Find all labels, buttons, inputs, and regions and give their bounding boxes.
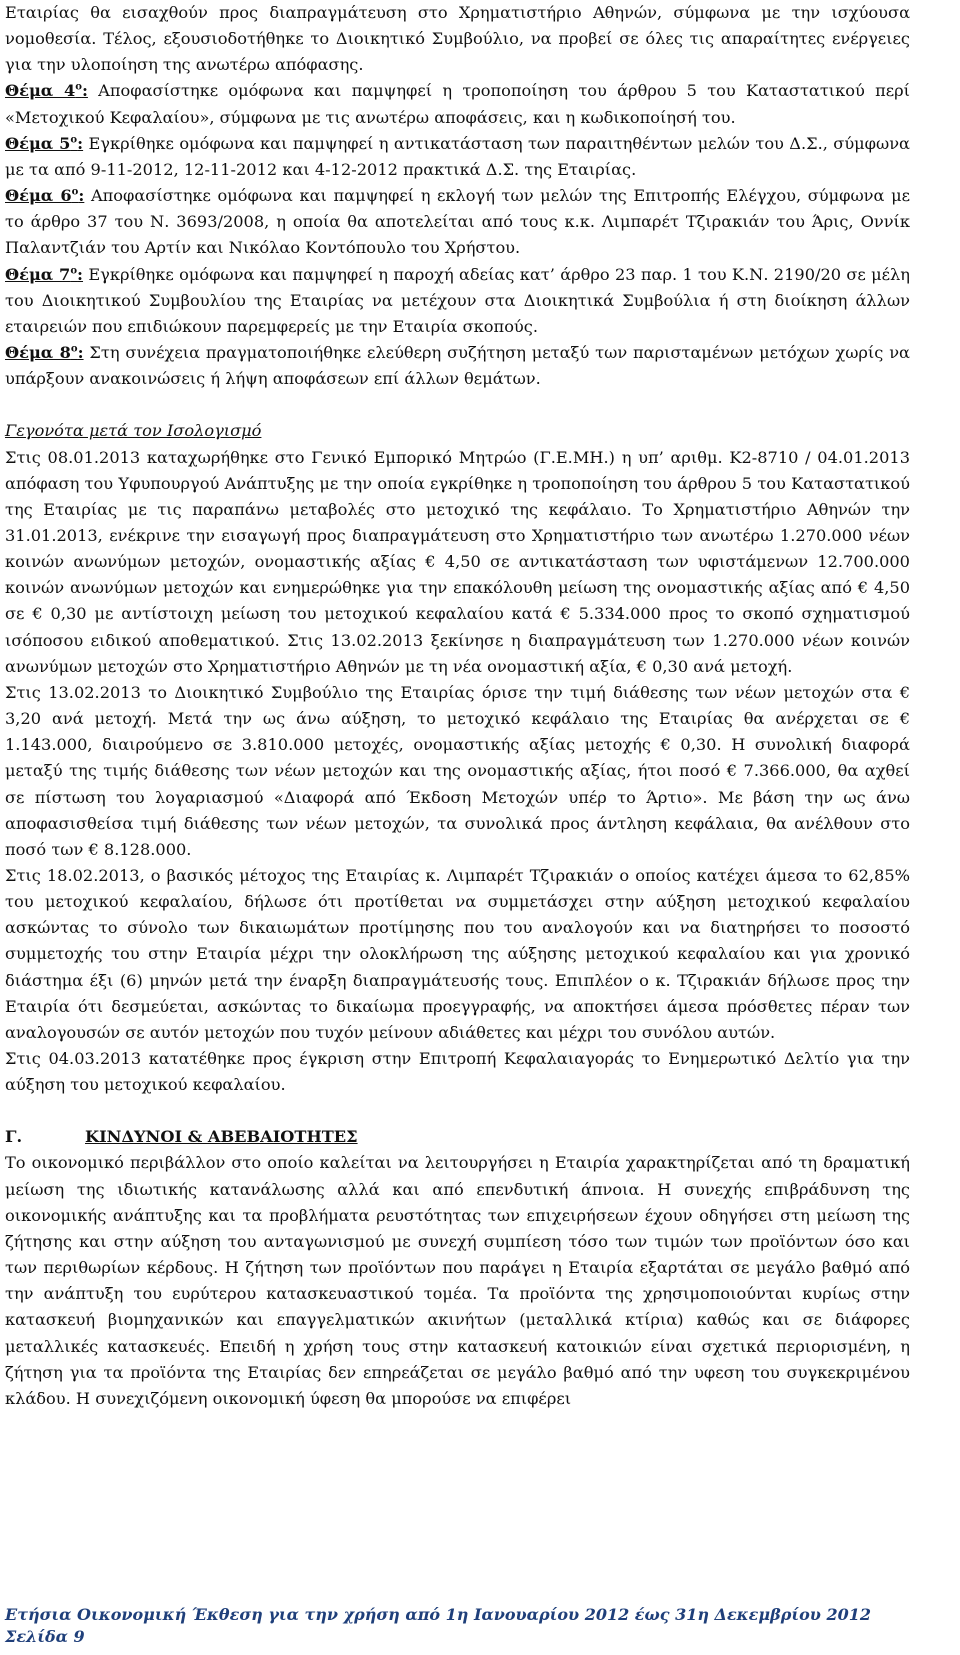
item-4-label: Θέμα $4^o$:	[5, 81, 88, 101]
events-paragraph-4: Στις 04.03.2013 κατατέθηκε προς έγκριση στην Επιτροπή Κεφαλαιαγοράς το Ενημερωτικό Δελτίο για την αύξηση του μετοχικού κεφαλαίου.	[5, 1049, 910, 1095]
item-7-paragraph	[5, 262, 910, 340]
footer-page-number: Σελίδα 9	[5, 1627, 85, 1646]
footer-report-title: Ετήσια Οικονομική Έκθεση για την χρήση από 1η Ιανουαρίου 2012 έως 31η Δεκεμβρίου 2012	[5, 1605, 871, 1624]
item-7-text: Εγκρίθηκε ομόφωνα και παμψηφεί η παροχή αδείας κατ’ άρθρο 23 παρ. 1 του Κ.Ν. 2190/20 σε μέλη του Διοικητικού Συμβουλίου της Εταιρίας να μετέχουν στα Διοικητικά Συμβούλια ή στη διοίκηση άλλων εταιρειών που επιδιώκουν παρεμφερείς με την Εταιρία σκοπούς.	[5, 264, 910, 336]
section-title: ΚΙΝΔΥΝΟΙ & ΑΒΕΒΑΙΟΤΗΤΕΣ	[85, 1127, 358, 1147]
item-5-paragraph	[5, 131, 910, 183]
item-5-text: Εγκρίθηκε ομόφωνα και παμψηφεί η αντικατάσταση των παραιτηθέντων μελών του Δ.Σ., σύμφωνα με τα από 9-11-2012, 12-11-2012 και 4-12-2012 πρακτικά Δ.Σ. της Εταιρίας.	[5, 133, 910, 179]
item-4-text: Αποφασίστηκε ομόφωνα και παμψηφεί η τροποποίηση του άρθρου 5 του Καταστατικού περί «Μετοχικού Κεφαλαίου», σύμφωνα με τις ανωτέρω αποφάσεις, και η κωδικοποίησή του.	[5, 81, 910, 127]
item-7-label: Θέμα $7^o$:	[5, 264, 84, 284]
section-letter: Γ.	[5, 1127, 23, 1147]
item-8-label: Θέμα $8^o$:	[5, 343, 84, 363]
item-6-paragraph	[5, 183, 910, 261]
item-5-label: Θέμα $5^o$:	[5, 133, 84, 153]
continuation-paragraph: Εταιρίας θα εισαχθούν προς διαπραγμάτευση στο Χρηματιστήριο Αθηνών, σύμφωνα με την ισχύουσα νομοθεσία. Τέλος, εξουσιοδοτήθηκε το Διοικητικό Συμβούλιο, να προβεί σε όλες τις απαραίτητες ενέργειες για την υλοποίηση της ανωτέρω απόφασης.	[5, 3, 910, 75]
item-8-text: Στη συνέχεια πραγματοποιήθηκε ελεύθερη συζήτηση μεταξύ των παρισταμένων μετόχων χωρίς να υπάρξουν ανακοινώσεις ή λήψη αποφάσεων επί άλλων θεμάτων.	[5, 343, 910, 389]
events-heading: Γεγονότα μετά τον Ισολογισμό	[5, 421, 262, 441]
item-6-text: Αποφασίστηκε ομόφωνα και παμψηφεί η εκλογή των μελών της Επιτροπής Ελέγχου, σύμφωνα με το άρθρο 37 του Ν. 3693/2008, η οποία θα αποτελείται από τους κ.κ. Λιμπαρέτ Τζιρακιάν του Άρις, Οννίκ Παλαντζιάν του Αρτίν και Νικόλαο Κοντόπουλο του Χρήστου.	[5, 186, 910, 258]
item-6-label: Θέμα $6^o$:	[5, 186, 85, 206]
spacer	[5, 392, 910, 418]
page-footer	[5, 1604, 910, 1648]
document-body	[5, 0, 910, 1412]
events-paragraph-1: Στις 08.01.2013 καταχωρήθηκε στο Γενικό Εμπορικό Μητρώο (Γ.Ε.ΜΗ.) η υπ’ αριθμ. Κ2-8710 / 04.01.2013 απόφαση του Υφυπουργού Ανάπτυξης με την οποία εγκρίθηκε η τροποποίηση του άρθρου 5 του Καταστατικού της Εταιρίας με τις παραπάνω μεταβολές στο μετοχικό της κεφάλαιο. Το Χρηματιστήριο Αθηνών την 31.01.2013, ενέκρινε την εισαγωγή προς διαπραγμάτευση στο Χρηματιστήριο των ανωτέρω 1.270.000 νέων κοινών ανωνύμων μετοχών, ονομαστικής αξίας € 4,50 σε αντικατάσταση των υφιστάμενων 12.700.000 κοινών ανωνύμων μετοχών και ενημερώθηκε για την επακόλουθη μείωση της ονομαστικής αξίας από € 4,50 σε € 0,30 με αντίστοιχη μείωση του μετοχικού κεφαλαίου κατά € 5.334.000 προς το σκοπό σχηματισμού ισόποσου ειδικού αποθεματικού. Στις 13.02.2013 ξεκίνησε η διαπραγμάτευση των 1.270.000 νέων κοινών ανωνύμων μετοχών στο Χρηματιστήριο Αθηνών με τη νέα ονομαστική αξία, € 0,30 ανά μετοχή.	[5, 447, 910, 676]
item-8-paragraph	[5, 340, 910, 392]
events-paragraph-2: Στις 13.02.2013 το Διοικητικό Συμβούλιο της Εταιρίας όρισε την τιμή διάθεσης των νέων μετοχών στα € 3,20 ανά μετοχή. Μετά την ως άνω αύξηση, το μετοχικό κεφάλαιο της Εταιρίας θα ανέρχεται σε € 1.143.000, διαιρούμενο σε 3.810.000 μετοχές, ονομαστικής αξίας μετοχής € 0,30. Η συνολική διαφορά μεταξύ της τιμής διάθεσης των νέων μετοχών και της ονομαστικής αξίας, ήτοι ποσό € 7.366.000, θα αχθεί σε πίστωση του λογαριασμού «Διαφορά από Έκδοση Μετοχών υπέρ το Άρτιο». Με βάση την ως άνω αποφασισθείσα τιμή διάθεσης των νέων μετοχών, τα συνολικά προς άντληση κεφάλαια, θα ανέλθουν στο ποσό των € 8.128.000.	[5, 682, 910, 859]
risks-paragraph: Το οικονομικό περιβάλλον στο οποίο καλείται να λειτουργήσει η Εταιρία χαρακτηρίζεται από τη δραματική μείωση της ιδιωτικής κατανάλωσης αλλά και από επενδυτική άπνοια. Η συνεχής επιβράδυνση της οικονομικής ανάπτυξης και τα προβλήματα ρευστότητας των επιχειρήσεων έχουν οδηγήσει στη μείωση της ζήτησης και στην αύξηση του ανταγωνισμού με συνεχή συμπίεση τόσο των τιμών των προϊόντων όσο και των περιθωρίων κέρδους. Η ζήτηση των προϊόντων που παράγει η Εταιρία εξαρτάται σε μεγάλο βαθμό από την ανάπτυξη του ευρύτερου κατασκευαστικού τομέα. Τα προϊόντα της χρησιμοποιούνται κυρίως στην κατασκευή βιομηχανικών και επαγγελματικών ακινήτων (μεταλλικά κτίρια) καθώς και σε διάφορες μεταλλικές κατασκευές. Επειδή η χρήση τους στην κατασκευή κατοικιών είναι σχετικά περιορισμένη, η ζήτηση για τα προϊόντα της Εταιρίας δεν επηρεάζεται σε μεγάλο βαθμό από την υφεση του συγκεκριμένου κλάδου. Η συνεχιζόμενη οικονομική ύφεση θα μπορούσε να επιφέρει	[5, 1153, 910, 1408]
events-paragraph-3: Στις 18.02.2013, ο βασικός μέτοχος της Εταιρίας κ. Λιμπαρέτ Τζιρακιάν ο οποίος κατέχει άμεσα το 62,85% του μετοχικού κεφαλαίου, δήλωσε ότι προτίθεται να συμμετάσχει στην αύξηση μετοχικού κεφαλαίου ασκώντας το σύνολο των δικαιωμάτων προτίμησης που του αναλογούν και να διατηρήσει το ποσοστό συμμετοχής του στην Εταιρία μέχρι την ολοκλήρωση της αύξησης μετοχικού κεφαλαίου και για χρονικό διάστημα έξι (6) μηνών μετά την έναρξη διαπραγμάτευσής τους. Επιπλέον ο κ. Τζιρακιάν δήλωσε προς την Εταιρία ότι δεσμεύεται, ασκώντας το δικαίωμα προεγγραφής, να αποκτήσει άμεσα πρόσθετες πέραν των αναλογουσών σε αυτόν μετοχών που τυχόν μείνουν αδιάθετες και μέχρι του συνόλου αυτών.	[5, 866, 910, 1042]
section-heading	[5, 1124, 910, 1150]
item-4-paragraph	[5, 78, 910, 130]
spacer	[5, 1098, 910, 1124]
